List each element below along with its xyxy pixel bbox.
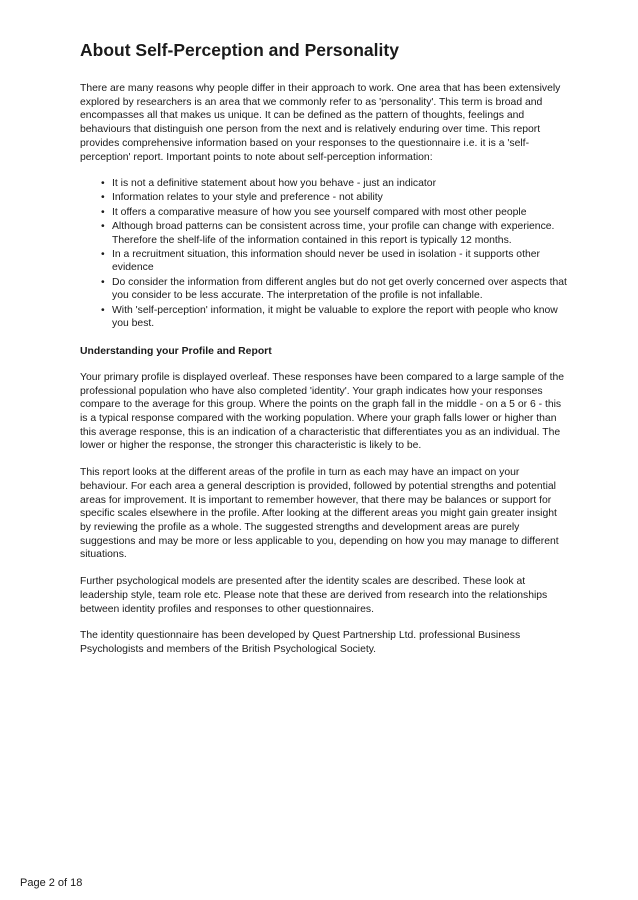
developer-credit-paragraph: The identity questionnaire has been developed by Quest Partnership Ltd. professional Business Psychologists and members of the British Psychological Society.: [80, 630, 521, 655]
intro-paragraph: There are many reasons why people differ in their approach to work. One area that has been extensively explored by researchers is an area that we commonly refer to as 'personality'. This term is broad and encompasses all that makes us unique. It can be defined as the pattern of thoughts, feelings and behaviours that distinguish one person from the next and is relatively enduring over time. This report provides comprehensive information based on your responses to the questionnaire i.e. it is a 'self-perception' report. Important points to note about self-perception information:: [80, 83, 561, 163]
psychological-models-paragraph: Further psychological models are presented after the identity scales are described. These look at leadership style, team role etc. Please note that these are derived from research into the relationships between identity profiles and responses to other questionnaires.: [80, 576, 548, 615]
list-item: • Although broad patterns can be consistent across time, your profile can change with experience. Therefore the shelf-life of the information contained in this report is typically 12 months.: [112, 220, 570, 247]
list-item: • In a recruitment situation, this information should never be used in isolation - it supports other evidence: [112, 248, 570, 275]
section-heading: Understanding your Profile and Report: [80, 345, 272, 357]
list-item: • Do consider the information from different angles but do not get overly concerned over aspects that you consider to be less accurate. The interpretation of the profile is not infallable.: [112, 276, 570, 303]
self-perception-points-list: [80, 177, 570, 331]
report-areas-paragraph: This report looks at the different areas of the profile in turn as each may have an impact on your behaviour. For each area a general description is provided, followed by potential strengths and potential areas for improvement. It is important to remember however, that there may be balances or support for specific scales elsewhere in the profile. After looking at the different areas you might gain greater insight by reviewing the profile as a whole. The suggested strengths and development areas are purely suggestions and may be more or less applicable to you, depending on how you may manage to different situations.: [80, 467, 559, 561]
page-number: Page 2 of 18: [20, 877, 83, 889]
page-title: About Self-Perception and Personality: [80, 40, 399, 60]
list-item: • Information relates to your style and preference - not ability: [112, 191, 570, 205]
profile-paragraph: Your primary profile is displayed overleaf. These responses have been compared to a large sample of the professional population who have also completed 'identity'. Your graph indicates how your responses compare to the average for this group. Where the points on the graph fall in the middle - on a 5 or 6 - this is a typical response compared with the working population. Where your graph falls lower or higher than this average response, this is an indication of a characteristic that differentiates you as an individual. The lower or higher the response, the stronger this characteristic is likely to be.: [80, 371, 565, 452]
list-item: • With 'self-perception' information, it might be valuable to explore the report with people who know you best.: [112, 304, 570, 331]
list-item: • It is not a definitive statement about how you behave - just an indicator: [112, 177, 570, 191]
document-page: [80, 38, 570, 657]
list-item: • It offers a comparative measure of how you see yourself compared with most other people: [112, 206, 570, 220]
